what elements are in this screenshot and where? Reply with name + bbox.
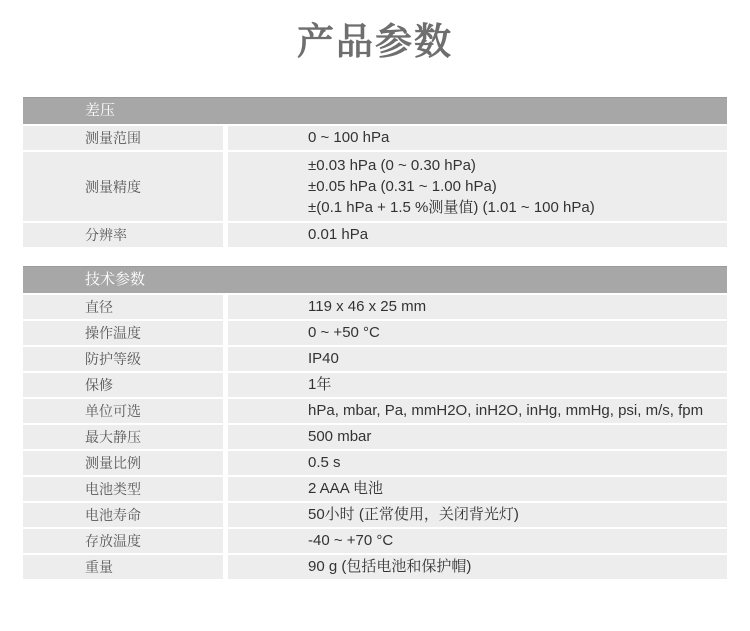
spec-value-line: 0.01 hPa bbox=[308, 226, 369, 243]
spec-value bbox=[228, 223, 727, 247]
spec-value-line: 50小时 (正常使用，关闭背光灯) bbox=[308, 506, 519, 523]
spec-value-line: IP40 bbox=[308, 350, 339, 367]
spec-value bbox=[228, 451, 727, 475]
table-row bbox=[23, 501, 727, 527]
spec-value-line: 0 ~ +50 °C bbox=[308, 324, 380, 341]
spec-value-line: 500 mbar bbox=[308, 428, 372, 445]
table-row bbox=[23, 150, 727, 221]
spec-label: 电池类型 bbox=[23, 477, 228, 501]
spec-label: 单位可选 bbox=[23, 399, 228, 423]
spec-value bbox=[228, 503, 727, 527]
spec-label: 最大静压 bbox=[23, 425, 228, 449]
table-section-header: 差压 bbox=[23, 97, 727, 124]
table-row bbox=[23, 124, 727, 150]
spec-value bbox=[228, 321, 727, 345]
table-row bbox=[23, 553, 727, 579]
table-row bbox=[23, 345, 727, 371]
table-row bbox=[23, 221, 727, 247]
spec-value bbox=[228, 477, 727, 501]
product-specs-page bbox=[0, 20, 750, 579]
spec-label: 直径 bbox=[23, 295, 228, 319]
table-row bbox=[23, 397, 727, 423]
spec-table-0 bbox=[23, 97, 727, 247]
table-row bbox=[23, 319, 727, 345]
table-section-header: 技术参数 bbox=[23, 266, 727, 293]
spec-value bbox=[228, 126, 727, 150]
spec-value-line: 90 g (包括电池和保护帽) bbox=[308, 558, 472, 575]
spec-tables-container bbox=[23, 97, 727, 579]
spec-value bbox=[228, 152, 727, 221]
spec-value-line: 1年 bbox=[308, 376, 332, 393]
spec-value bbox=[228, 373, 727, 397]
spec-value-line: 0 ~ 100 hPa bbox=[308, 129, 390, 146]
table-row bbox=[23, 371, 727, 397]
table-row bbox=[23, 293, 727, 319]
spec-label: 重量 bbox=[23, 555, 228, 579]
spec-value-line: 0.5 s bbox=[308, 454, 341, 471]
spec-label: 分辨率 bbox=[23, 223, 228, 247]
spec-value bbox=[228, 347, 727, 371]
spec-label: 测量比例 bbox=[23, 451, 228, 475]
spec-value-line: ±(0.1 hPa + 1.5 %测量值) (1.01 ~ 100 hPa) bbox=[308, 199, 595, 216]
spec-label: 保修 bbox=[23, 373, 228, 397]
table-row bbox=[23, 423, 727, 449]
page-title: 产品参数 bbox=[297, 21, 453, 62]
spec-label: 测量精度 bbox=[23, 152, 228, 221]
spec-value bbox=[228, 555, 727, 579]
spec-value-line: hPa, mbar, Pa, mmH2O, inH2O, inHg, mmHg, psi, m/s, fpm bbox=[308, 402, 704, 419]
spec-value-line: 119 x 46 x 25 mm bbox=[308, 298, 427, 315]
spec-label: 电池寿命 bbox=[23, 503, 228, 527]
spec-label: 存放温度 bbox=[23, 529, 228, 553]
table-row bbox=[23, 449, 727, 475]
spec-value bbox=[228, 425, 727, 449]
spec-label: 防护等级 bbox=[23, 347, 228, 371]
table-row bbox=[23, 527, 727, 553]
spec-value-line: ±0.03 hPa (0 ~ 0.30 hPa) bbox=[308, 157, 476, 174]
spec-label: 操作温度 bbox=[23, 321, 228, 345]
spec-value bbox=[228, 529, 727, 553]
table-row bbox=[23, 475, 727, 501]
spec-table-1 bbox=[23, 266, 727, 579]
spec-value-line: -40 ~ +70 °C bbox=[308, 532, 394, 549]
spec-value-line: ±0.05 hPa (0.31 ~ 1.00 hPa) bbox=[308, 178, 497, 195]
spec-label: 测量范围 bbox=[23, 126, 228, 150]
spec-value bbox=[228, 295, 727, 319]
spec-value-line: 2 AAA 电池 bbox=[308, 480, 384, 497]
spec-value bbox=[228, 399, 727, 423]
